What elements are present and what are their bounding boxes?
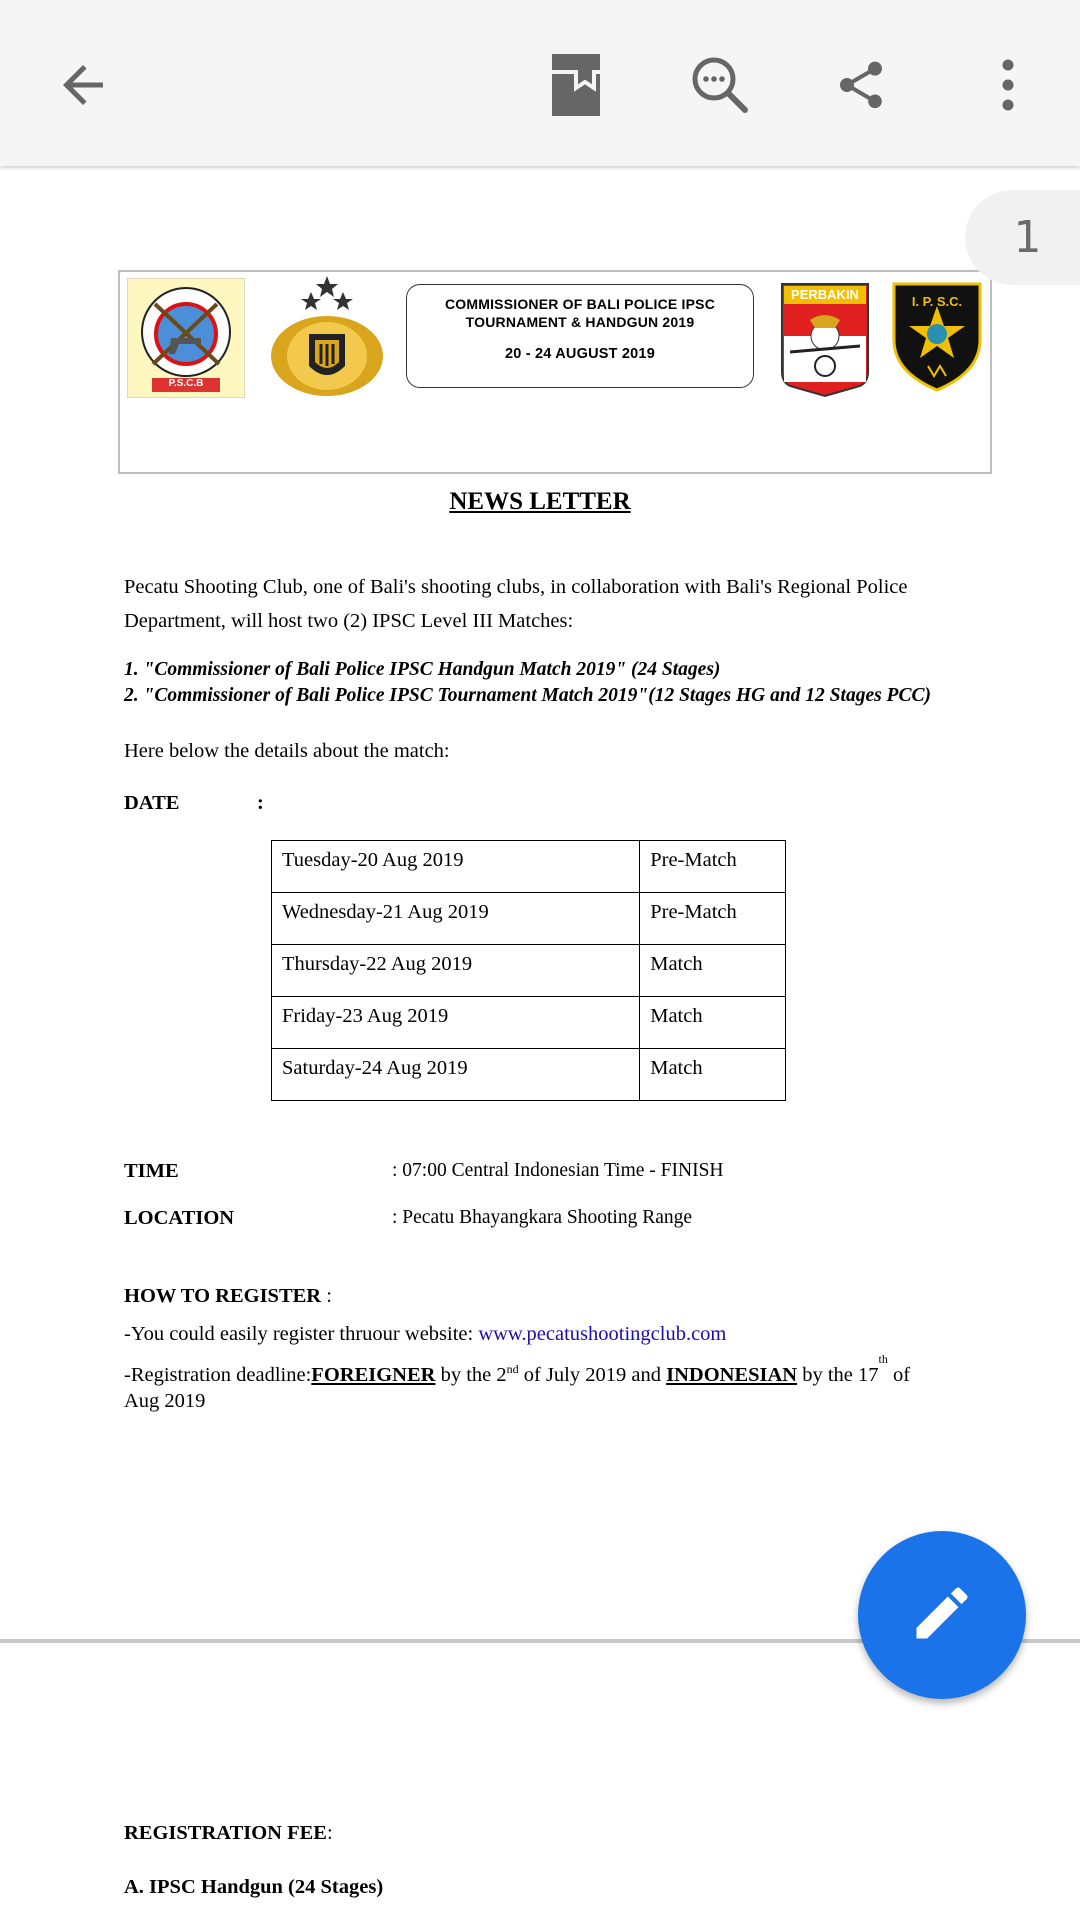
deadline-prefix: -Registration deadline: — [124, 1363, 312, 1386]
back-button[interactable] — [38, 40, 128, 130]
edit-fab-button[interactable] — [858, 1531, 1026, 1699]
register-colon: : — [321, 1285, 332, 1307]
table-row — [272, 945, 786, 997]
schedule-type: Match — [640, 997, 786, 1049]
location-value: : Pecatu Bhayangkara Shooting Range — [392, 1207, 693, 1228]
search-icon — [690, 55, 750, 115]
registration-deadline — [124, 1352, 1004, 1414]
edit-pencil-icon — [908, 1579, 976, 1652]
deadline-sup-1: nd — [506, 1362, 519, 1376]
arrow-back-icon — [53, 55, 113, 115]
more-options-button[interactable] — [963, 40, 1053, 130]
banner-line-1: COMMISSIONER OF BALI POLICE IPSC — [444, 296, 716, 312]
perbakin-logo — [780, 282, 870, 398]
date-label: DATE — [124, 792, 180, 814]
ipsc-logo — [890, 280, 984, 392]
details-intro: Here below the details about the match: — [124, 740, 450, 762]
share-button[interactable] — [816, 40, 906, 130]
deadline-text-1: by the 2 — [435, 1363, 507, 1386]
time-label: TIME — [124, 1160, 179, 1182]
register-website-line — [124, 1320, 984, 1348]
deadline-sup-2: th — [878, 1352, 888, 1366]
bookmark-icon — [550, 52, 602, 118]
match-list — [124, 657, 1004, 709]
schedule-type: Match — [640, 945, 786, 997]
schedule-type: Pre-Match — [640, 841, 786, 893]
schedule-day: Saturday-24 Aug 2019 — [272, 1049, 640, 1101]
schedule-type: Match — [640, 1049, 786, 1101]
schedule-type: Pre-Match — [640, 893, 786, 945]
registration-fee-heading — [124, 1822, 333, 1845]
bookmark-button[interactable] — [531, 40, 621, 130]
fee-colon: : — [326, 1822, 333, 1844]
table-row — [272, 893, 786, 945]
logo-sub-text: P.S.C.B — [168, 378, 204, 389]
intro-paragraph: Pecatu Shooting Club, one of Bali's shooting clubs, in collaboration with Bali's Regional Police Department, will host two (2) IPSC Level III Matches: — [124, 576, 908, 632]
fee-section-a: A. IPSC Handgun (24 Stages) — [124, 1876, 384, 1898]
deadline-text-3: by the 17 — [797, 1363, 879, 1386]
table-row — [272, 1049, 786, 1101]
website-link[interactable]: www.pecatushootingclub.com — [478, 1323, 727, 1345]
more-vert-icon — [1000, 57, 1016, 113]
banner-dates: 20 - 24 AUGUST 2019 — [505, 346, 655, 362]
newsletter-title: NEWS LETTER — [449, 488, 631, 515]
schedule-table — [271, 840, 786, 1101]
table-row — [272, 997, 786, 1049]
fee-label: REGISTRATION FEE — [124, 1822, 327, 1844]
header-banner — [118, 270, 992, 474]
page-number-indicator: 1 — [965, 190, 1080, 285]
time-value: : 07:00 Central Indonesian Time - FINISH — [392, 1160, 724, 1181]
schedule-day: Wednesday-21 Aug 2019 — [272, 893, 640, 945]
location-label: LOCATION — [124, 1207, 235, 1229]
perbakin-text: PERBAKIN — [791, 287, 859, 302]
how-to-register-heading — [124, 1282, 984, 1310]
register-text: -You could easily register thruour website: — [124, 1323, 479, 1345]
match-item-2: 2. "Commissioner of Bali Police IPSC Tournament Match 2019"(12 Stages HG and 12 Stages PCC) — [124, 685, 931, 706]
top-app-bar — [0, 0, 1080, 166]
date-colon: : — [257, 792, 264, 814]
event-title-box — [406, 284, 754, 388]
table-row — [272, 841, 786, 893]
pecatu-shooting-club-logo — [127, 278, 245, 398]
deadline-end: of — [887, 1363, 911, 1386]
police-emblem-logo — [267, 274, 387, 400]
search-button[interactable] — [675, 40, 765, 130]
banner-line-2: TOURNAMENT & HANDGUN 2019 — [465, 314, 695, 330]
deadline-line-2: Aug 2019 — [124, 1389, 206, 1412]
register-label: HOW TO REGISTER — [124, 1285, 322, 1307]
share-icon — [833, 57, 889, 113]
schedule-day: Friday-23 Aug 2019 — [272, 997, 640, 1049]
schedule-day: Tuesday-20 Aug 2019 — [272, 841, 640, 893]
ipsc-text: I. P. S.C. — [911, 294, 963, 309]
deadline-text-2: of July 2019 and — [518, 1363, 667, 1386]
deadline-foreigner: FOREIGNER — [311, 1363, 436, 1386]
schedule-day: Thursday-22 Aug 2019 — [272, 945, 640, 997]
deadline-indonesian: INDONESIAN — [666, 1363, 798, 1386]
match-item-1: 1. "Commissioner of Bali Police IPSC Handgun Match 2019" (24 Stages) — [124, 659, 721, 680]
